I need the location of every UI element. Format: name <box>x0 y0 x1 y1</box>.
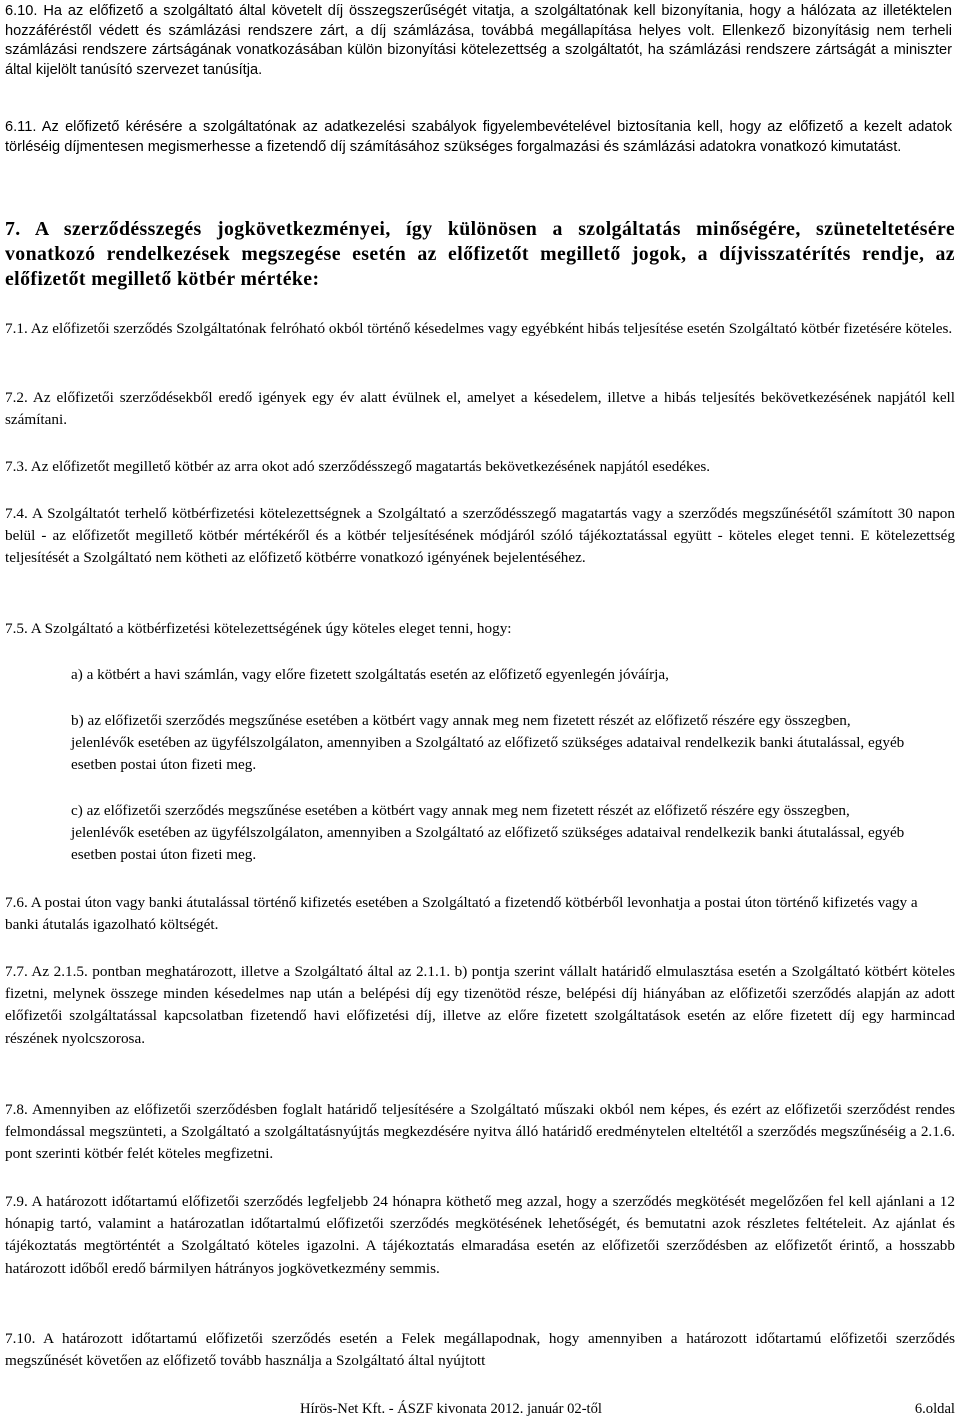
paragraph-6-10: 6.10. Ha az előfizető a szolgáltató által követelt díj összegszerűségét vitatja, a szolgáltatónak kell bizonyítania, hogy a hálózata az illetéktelen hozzáféréstől védett és számlázási rendszere zárt, a díj számlázása, továbbá megállapítása helyes volt. Ellenkező bizonyításig nem terheli számlázási rendszere zártságának vonatkozásában külön bizonyítási kötelezettség a szolgáltatót, ha számlázási rendszere zártságát a miniszter által kijelölt tanúsító szervezet tanúsítja. <box>5 3 952 78</box>
paragraph-7-7: 7.7. Az 2.1.5. pontban meghatározott, illetve a Szolgáltató által az 2.1.1. b) pontja szerint vállalt határidő elmulasztása esetén a Szolgáltató kötbért köteles fizetni, melynek összege minden késedelmes nap után a belépési díj egy tizenötöd része, belépési díj hiányában az előfizetői szerződés alapján az adott előfizetői szolgáltatással kapcsolatban fizetendő havi előfizetési díj, illetve az előre fizetett szolgáltatások esetén az előre fizetett díj egy harmincad részének nyolcszorosa. <box>5 963 955 1047</box>
paragraph-7-10: 7.10. A határozott időtartamú előfizetői szerződés esetén a Felek megállapodnak, hogy amennyiben a határozott időtartamú előfizetői szerződés megszűnését követően az előfizető tovább használja a Szolgáltató által nyújtott <box>5 1330 955 1370</box>
paragraph-7-5-c: c) az előfizetői szerződés megszűnése esetében a kötbért vagy annak meg nem fizetett részét az előfizető részére egy összegben, jelenlévők esetében az ügyfélszolgálaton, amennyiben a Szolgáltató az előfizető szükséges adataival rendelkezik banki átutalással, egyéb esetben postai úton fizeti meg. <box>71 802 905 864</box>
page-footer <box>0 1400 960 1421</box>
section-7-heading: 7. A szerződésszegés jogkövetkezményei, így különösen a szolgáltatás minőségére, szüneteltetésére vonatkozó rendelkezések megszegése esetén az előfizetőt megillető jogok, a díjvisszatérítés rendje, az előfizetőt megillető kötbér mértéke: <box>5 218 955 290</box>
paragraph-7-5-a: a) a kötbért a havi számlán, vagy előre fizetett szolgáltatás esetén az előfizető egyenlegén jóváírja, <box>71 666 669 683</box>
footer-page-number: 6.oldal <box>914 1401 955 1417</box>
paragraph-6-11: 6.11. Az előfizető kérésére a szolgáltatónak az adatkezelési szabályok figyelembevételével biztosítania kell, hogy az előfizető a kezelt adatok törléséig díjmentesen megismerhesse a fizetendő díj számításához szükséges forgalmazási és számlázási adatokra vonatkozó kimutatást. <box>5 119 952 155</box>
paragraph-7-6: 7.6. A postai úton vagy banki átutalással történő kifizetés esetében a Szolgáltató a fizetendő kötbérből levonhatja a postai úton történő kifizetés vagy a banki átutalás igazolható költségét. <box>5 894 918 934</box>
paragraph-7-3: 7.3. Az előfizetőt megillető kötbér az arra okot adó szerződésszegő magatartás bekövetkezésének napjától esedékes. <box>5 458 711 475</box>
paragraph-7-1: 7.1. Az előfizetői szerződés Szolgáltatónak felróható okból történő késedelmes vagy egyébként hibás teljesítése esetén Szolgáltató kötbér fizetésére köteles. <box>5 320 953 337</box>
paragraph-7-9: 7.9. A határozott időtartamú előfizetői szerződés legfeljebb 24 hónapra köthető meg azzal, hogy a szerződés megkötését megelőzően fel kell ajánlani a 12 hónapig tartó, valamint a határozatlan időtartalmú előfizetői szerződés megkötésének lehetőségét, és bemutatni azok részletes feltételeit. Az ajánlat és tájékoztatás megtörténtét a Szolgáltató köteles igazolni. A tájékoztatás elmaradása esetén az előfizetői szerződésben az előfizetőt érintő, a hosszabb határozott időből eredő bármilyen hátrányos jogkövetkezmény semmis. <box>5 1193 955 1277</box>
footer-document-title: Hírös-Net Kft. - ÁSZF kivonata 2012. január 02-től <box>300 1401 602 1417</box>
paragraph-7-8: 7.8. Amennyiben az előfizetői szerződésben foglalt határidő teljesítésére a Szolgáltató műszaki okból nem képes, és ezért az előfizetői szerződést rendes felmondással megszünteti, a Szolgáltató a szolgáltatásnyújtás megkezdésére nyitva álló határidő eredménytelen elteltétől a szerződés megszűnéséig a 2.1.6. pont szerinti kötbér felét köteles megfizetni. <box>5 1101 955 1163</box>
paragraph-7-5: 7.5. A Szolgáltató a kötbérfizetési kötelezettségének úgy köteles eleget tenni, hogy: <box>5 620 512 637</box>
paragraph-7-2: 7.2. Az előfizetői szerződésekből eredő igények egy év alatt évülnek el, amelyet a késedelem, illetve a hibás teljesítés bekövetkezésének napjától kell számítani. <box>5 389 955 429</box>
paragraph-7-5-b: b) az előfizetői szerződés megszűnése esetében a kötbért vagy annak meg nem fizetett részét az előfizető részére egy összegben, jelenlévők esetében az ügyfélszolgálaton, amennyiben a Szolgáltató az előfizető szükséges adataival rendelkezik banki átutalással, egyéb esetben postai úton fizeti meg. <box>71 712 905 774</box>
paragraph-7-4: 7.4. A Szolgáltatót terhelő kötbérfizetési kötelezettségnek a Szolgáltató a szerződésszegő magatartás vagy a szerződés megszűnésétől számított 30 napon belül - az előfizetőt megillető kötbér mértékéről és a kötbér teljesítésének módjáról szóló tájékoztatással együtt - köteles eleget tenni. E kötelezettség teljesítését a Szolgáltató nem kötheti az előfizető kötbérre vonatkozó igényének bejelentéséhez. <box>5 505 955 567</box>
